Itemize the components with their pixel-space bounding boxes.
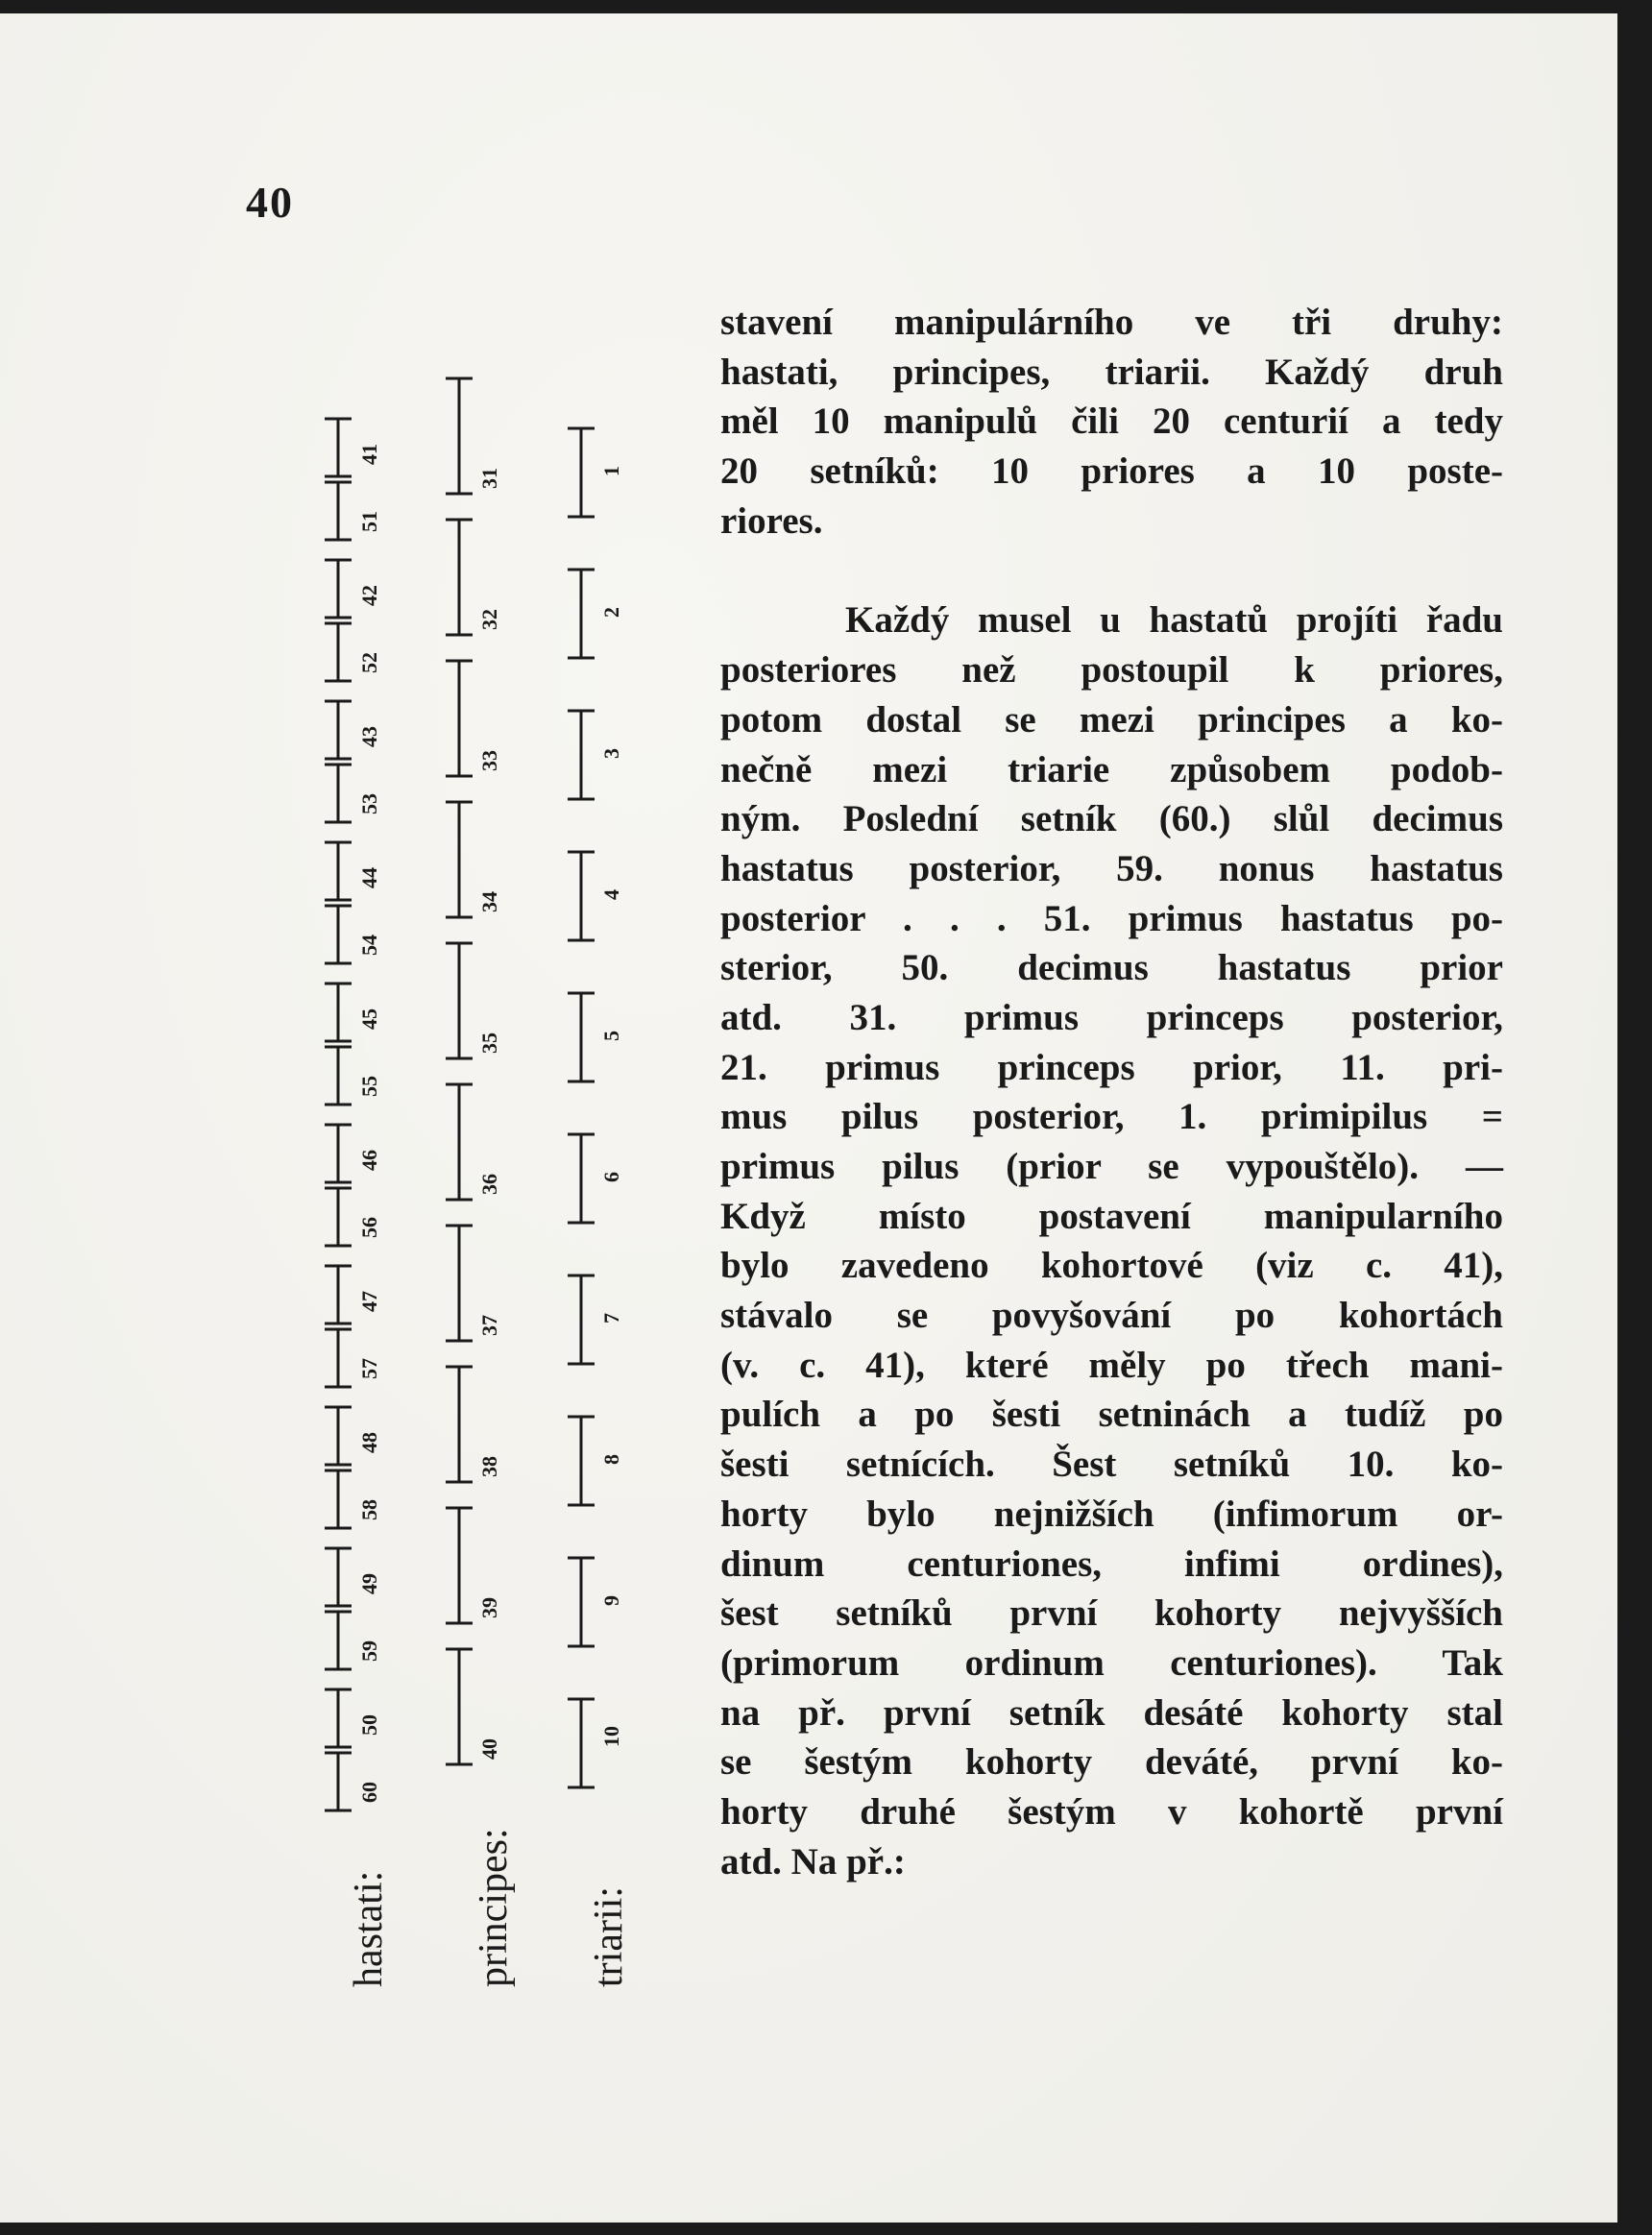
rank-number: 38 [477,1456,501,1477]
rank-number: 32 [477,609,501,630]
text-line: posteriores než postoupil k priores, [720,649,1503,692]
main-text [720,298,1503,1886]
row-label-triarii: triarii: [587,1886,631,1987]
rank-number: 4 [599,889,623,900]
rank-number: 2 [599,607,623,618]
rank-number: 8 [599,1454,623,1465]
text-line: riores. [720,499,823,542]
text-line: atd. 31. primus princeps posterior, [720,996,1503,1038]
text-line: 21. primus princeps prior, 11. pri- [720,1046,1503,1088]
paragraph-gap [720,546,1503,595]
text-line: horty druhé šestým v kohortě první [720,1790,1503,1833]
rank-number: 49 [357,1573,381,1594]
page-number: 40 [246,178,294,227]
text-line: (v. c. 41), které měly po třech mani- [720,1344,1503,1386]
rank-number: 10 [599,1726,623,1747]
rank-number: 6 [599,1172,623,1182]
rank-number: 56 [357,1217,381,1238]
text-line: stavení manipulárního ve tři druhy: [720,302,1503,343]
text-line: posterior . . . 51. primus hastatus po- [720,897,1503,939]
rank-number: 45 [357,1008,381,1030]
text-line: měl 10 manipulů čili 20 centurií a tedy [720,401,1503,443]
text-line: šest setníků první kohorty nejvyšších [720,1592,1503,1635]
text-line: šesti setnících. Šest setníků 10. ko- [720,1444,1503,1486]
text-line: Každý musel u hastatů projíti řadu [845,599,1503,642]
rank-number: 46 [357,1150,381,1171]
text-line: Když místo postavení manipularního [720,1195,1503,1237]
rank-number: 43 [357,726,381,747]
text-line: sterior, 50. decimus hastatus prior [720,947,1503,989]
text-line: se šestým kohorty deváté, první ko- [720,1741,1503,1784]
text-line: stávalo se povyšování po kohortách [720,1295,1503,1337]
text-line: nečně mezi triarie způsobem podob- [720,748,1503,790]
text-line: atd. Na př.: [720,1840,906,1883]
text-line: bylo zavedeno kohortové (viz c. 41), [720,1245,1503,1287]
rank-number: 35 [477,1032,501,1054]
rank-number: 47 [357,1291,381,1312]
rank-number: 3 [599,748,623,759]
text-line: primus pilus (prior se vypouštělo). — [720,1146,1503,1187]
book-page [0,13,1617,2223]
rank-number: 9 [599,1595,623,1606]
text-line: potom dostal se mezi principes a ko- [720,698,1503,741]
rank-number: 57 [357,1358,381,1379]
rank-number: 53 [357,793,381,814]
rank-number: 51 [357,511,381,532]
row-label-principes: principes: [472,1828,516,1987]
text-line: hastatus posterior, 59. nonus hastatus [720,847,1503,889]
text-line: mus pilus posterior, 1. primipilus = [720,1096,1503,1138]
rank-number: 54 [357,935,381,956]
row-label-hastati: hastati: [347,1870,391,1987]
rank-number: 44 [357,867,381,888]
text-line: pulích a po šesti setninách a tudíž po [720,1394,1503,1436]
rank-number: 7 [599,1313,623,1324]
rank-number: 60 [357,1782,381,1803]
rank-number: 50 [357,1714,381,1736]
rank-number: 55 [357,1076,381,1097]
rank-number: 1 [599,466,623,476]
text-line: hastati, principes, triarii. Každý druh [720,351,1503,393]
rank-number: 40 [477,1738,501,1760]
rank-number: 48 [357,1432,381,1453]
rank-number: 59 [357,1640,381,1662]
rank-number: 34 [477,891,501,912]
rank-number: 36 [477,1174,501,1195]
rank-number: 42 [357,585,381,606]
rank-number: 39 [477,1597,501,1618]
rank-number: 52 [357,652,381,673]
rank-number: 58 [357,1499,381,1520]
rank-number: 33 [477,750,501,771]
text-line: (primorum ordinum centuriones). Tak [720,1641,1503,1684]
rank-number: 31 [477,468,501,489]
text-line: dinum centuriones, infimi ordines), [720,1543,1503,1585]
text-line: horty bylo nejnižších (infimorum or- [720,1493,1503,1535]
text-line: 20 setníků: 10 priores a 10 poste- [720,450,1503,493]
rank-number: 41 [357,444,381,465]
rank-number: 37 [477,1315,501,1336]
text-line: na př. první setník desáté kohorty stal [720,1691,1503,1734]
rank-number: 5 [599,1031,623,1041]
text-line: ným. Poslední setník (60.) slůl decimus [720,798,1503,840]
